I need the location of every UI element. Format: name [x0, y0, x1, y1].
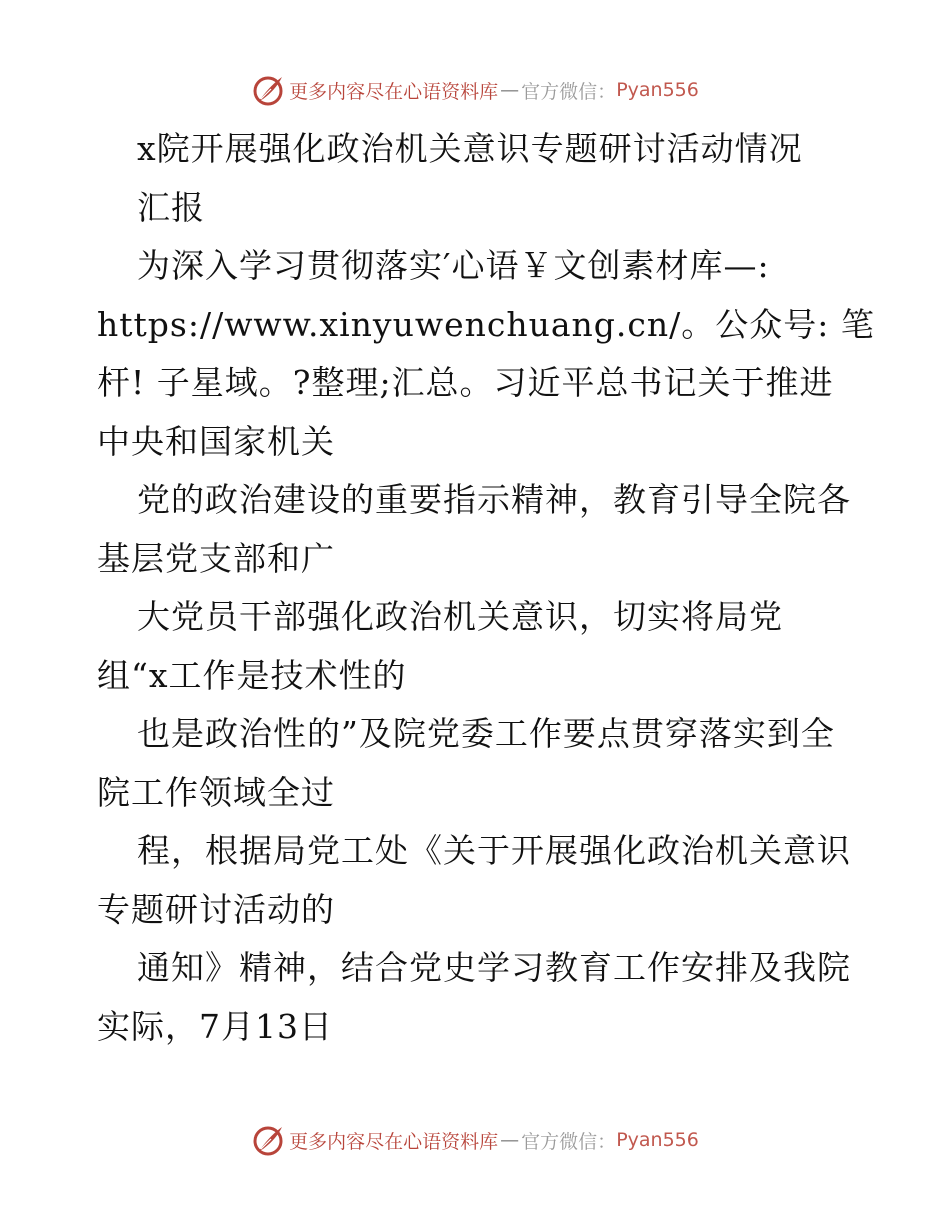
document-line: 通知》精神，结合党史学习教育工作安排及我院	[137, 948, 851, 987]
footer-watermark	[0, 1120, 950, 1160]
document-line: 基层党支部和广	[97, 538, 335, 578]
watermark-official: 官方微信：	[521, 80, 617, 103]
quill-logo-icon	[251, 73, 285, 107]
document-line: 组“x工作是技术性的	[97, 655, 407, 695]
watermark-dash: —	[500, 1129, 520, 1151]
document-line: 汇报	[137, 187, 205, 227]
watermark-official: 官方微信：	[521, 1130, 617, 1153]
document-line: https://www.xinyuwenchuang.cn/。公众号: 笔	[97, 304, 875, 344]
document-line: 院工作领域全过	[97, 772, 335, 812]
watermark-wechat-id: Pyan556	[616, 1129, 699, 1151]
watermark-text: 更多内容尽在心语资料库	[289, 80, 499, 103]
document-line: 实际，7月13日	[97, 1006, 333, 1046]
document-body	[97, 120, 875, 1056]
document-line: 大党员干部强化政治机关意识，切实将局党	[137, 597, 783, 636]
document-line: 杆! 子星域。?整理;汇总。习近平总书记关于推进	[97, 363, 834, 402]
document-line: x院开展强化政治机关意识专题研讨活动情况	[137, 129, 803, 168]
watermark-wechat-id: Pyan556	[616, 79, 699, 101]
document-line: 也是政治性的”及院党委工作要点贯穿落实到全	[137, 714, 835, 753]
document-line: 党的政治建设的重要指示精神，教育引导全院各	[137, 480, 851, 519]
quill-logo-icon	[251, 1123, 285, 1157]
watermark-text: 更多内容尽在心语资料库	[289, 1130, 499, 1153]
document-line: 中央和国家机关	[97, 421, 335, 461]
document-line: 程，根据局党工处《关于开展强化政治机关意识	[137, 831, 851, 870]
header-watermark	[0, 70, 950, 110]
document-line: 专题研讨活动的	[97, 889, 335, 929]
document-line: 为深入学习贯彻落实′心语￥文创素材库—:	[137, 246, 770, 285]
watermark-dash: —	[500, 79, 520, 101]
